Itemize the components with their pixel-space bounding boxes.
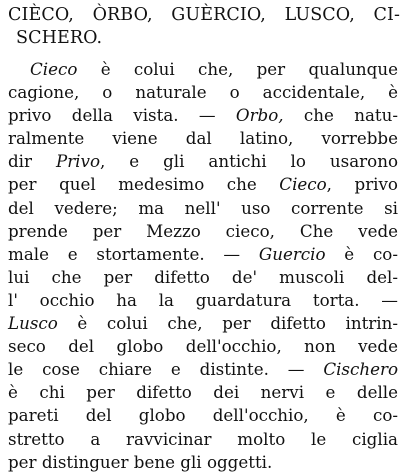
entry-text: cagione, o naturale o accidentale, è	[8, 82, 398, 103]
entry-text: le cose chiare e distinte. —	[8, 359, 324, 380]
entry-term: Guercio	[258, 243, 326, 264]
entry-line	[8, 81, 398, 104]
entry-text: per distinguer bene gli oggetti.	[8, 451, 273, 472]
entry-line	[8, 289, 398, 312]
entry-text: dir	[8, 151, 56, 172]
entry-text: prende per Mezzo cieco, Che vede	[8, 220, 398, 241]
entry-line	[8, 197, 398, 220]
entry-term: Orbo,	[235, 105, 284, 126]
entry-term: Cieco	[30, 59, 78, 79]
entry-heading	[8, 4, 400, 50]
entry-text: che natu-	[283, 105, 398, 126]
entry-text: l' occhio ha la guardatura torta. —	[8, 289, 398, 310]
entry-text: seco del globo dell'occhio, non vede	[8, 336, 398, 357]
entry-text: , privo	[326, 174, 398, 195]
entry-line	[8, 358, 398, 381]
entry-line	[8, 428, 398, 451]
entry-term: Cieco	[279, 174, 327, 195]
entry-line	[8, 381, 398, 404]
entry-text: è colui che, per difetto intrin-	[57, 313, 398, 334]
heading-line-2: SCHERO.	[16, 28, 103, 48]
entry-text: per quel medesimo che	[8, 174, 280, 195]
heading-line-1: CIÈCO, ÒRBO, GUÈRCIO, LUSCO, CI-	[8, 5, 400, 25]
entry-line	[8, 220, 398, 243]
entry-text: , e gli antichi lo usarono	[100, 151, 398, 172]
entry-line	[30, 58, 398, 81]
entry-term: Privo	[55, 151, 100, 172]
entry-text: stretto a ravvicinar molto le ciglia	[8, 428, 398, 449]
entry-line	[8, 104, 398, 127]
entry-text: lui che per difetto de' muscoli del-	[8, 266, 398, 287]
entry-text: è co-	[325, 243, 398, 264]
entry-line	[8, 173, 398, 196]
entry-line	[8, 404, 398, 427]
entry-line	[8, 266, 398, 289]
entry-line	[8, 127, 398, 150]
entry-line	[8, 451, 398, 474]
entry-text: male e stortamente. —	[8, 243, 259, 264]
entry-text: ralmente viene dal latino, vorrebbe	[8, 128, 398, 149]
entry-text: del vedere; ma nell' uso corrente si	[8, 197, 398, 218]
entry-line	[8, 312, 398, 335]
entry-text: è chi per difetto dei nervi e delle	[8, 382, 398, 403]
entry-term: Lusco	[8, 313, 58, 334]
entry-text: è colui che, per qualunque	[77, 59, 398, 79]
entry-term: Cischero	[323, 359, 398, 380]
entry-line	[8, 335, 398, 358]
entry-text: pareti del globo dell'occhio, è co-	[8, 405, 398, 426]
entry-line	[8, 243, 398, 266]
entry-line	[8, 150, 398, 173]
entry-body	[8, 58, 398, 474]
entry-text: privo della vista. —	[8, 105, 236, 126]
